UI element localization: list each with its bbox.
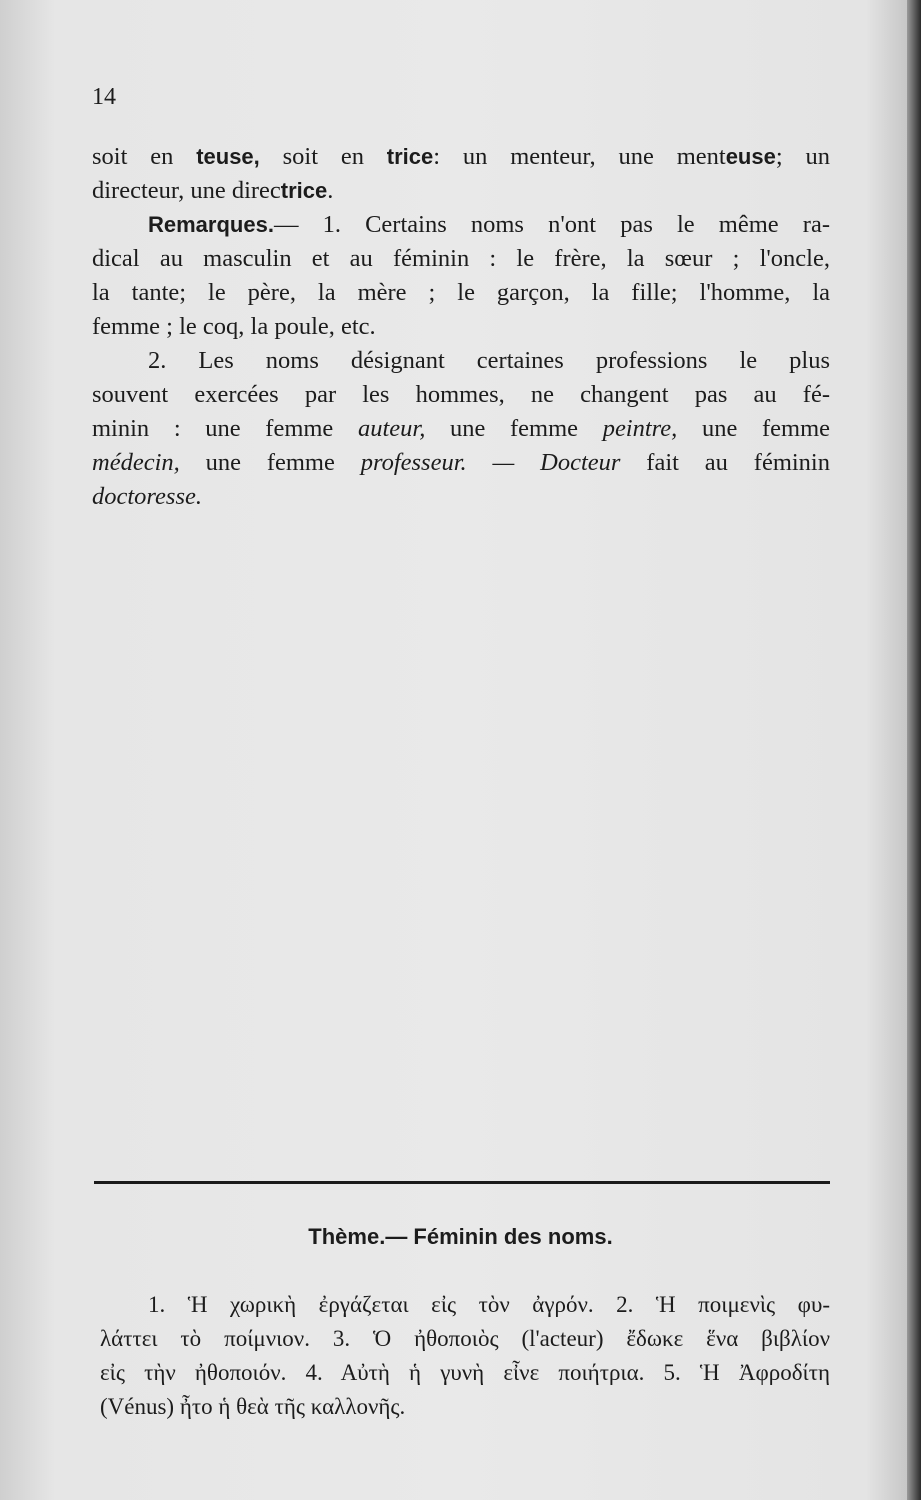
text-line: Remarques.— 1. Certains noms n'ont pas le même ra- <box>148 211 830 238</box>
remarks-section <box>92 208 830 344</box>
text-line: la tante; le père, la mère ; le garçon, la fille; l'homme, la <box>92 279 830 306</box>
paragraph-feminine-endings <box>92 140 830 208</box>
text-line: femme ; le coq, la poule, etc. <box>92 313 376 340</box>
text-line: (Vénus) ἦτο ἡ θεὰ τῆς καλλονῆς. <box>100 1394 406 1419</box>
text-line: dical au masculin et au féminin : le frère, la sœur ; l'oncle, <box>92 245 830 272</box>
text-line: 2. Les noms désignant certaines professions le plus <box>148 347 830 374</box>
text-line: λάττει τὸ ποίμνιον. 3. Ὁ ἠθοποιὸς (l'acteur) ἔδωκε ἕνα βιβλίον <box>100 1326 830 1351</box>
text-line: doctoresse. <box>92 483 202 510</box>
greek-exercise <box>100 1288 830 1424</box>
text-line: soit en teuse, soit en trice: un menteur, une menteuse; un <box>92 143 830 170</box>
text-line: εἰς τὴν ἠθοποιόν. 4. Αὐτὴ ἡ γυνὴ εἶνε ποιήτρια. 5. Ἡ Ἀφροδίτη <box>100 1360 830 1385</box>
text-line: minin : une femme auteur, une femme peintre, une femme <box>92 415 830 442</box>
text-line: médecin, une femme professeur. — Docteur fait au féminin <box>92 449 830 476</box>
page-edge-shadow <box>907 0 921 1500</box>
section-divider <box>94 1181 830 1184</box>
text-line: 1. Ἡ χωρικὴ ἐργάζεται εἰς τὸν ἀγρόν. 2. Ἡ ποιμενὶς φυ- <box>148 1292 830 1317</box>
theme-title: Thème.— Féminin des noms. <box>308 1224 613 1249</box>
page-number: 14 <box>92 84 116 110</box>
remarks-heading: Remarques. <box>148 212 274 237</box>
remark-two-section <box>92 344 830 514</box>
text-line: souvent exercées par les hommes, ne changent pas au fé- <box>92 381 830 408</box>
text-line: directeur, une directrice. <box>92 177 334 204</box>
